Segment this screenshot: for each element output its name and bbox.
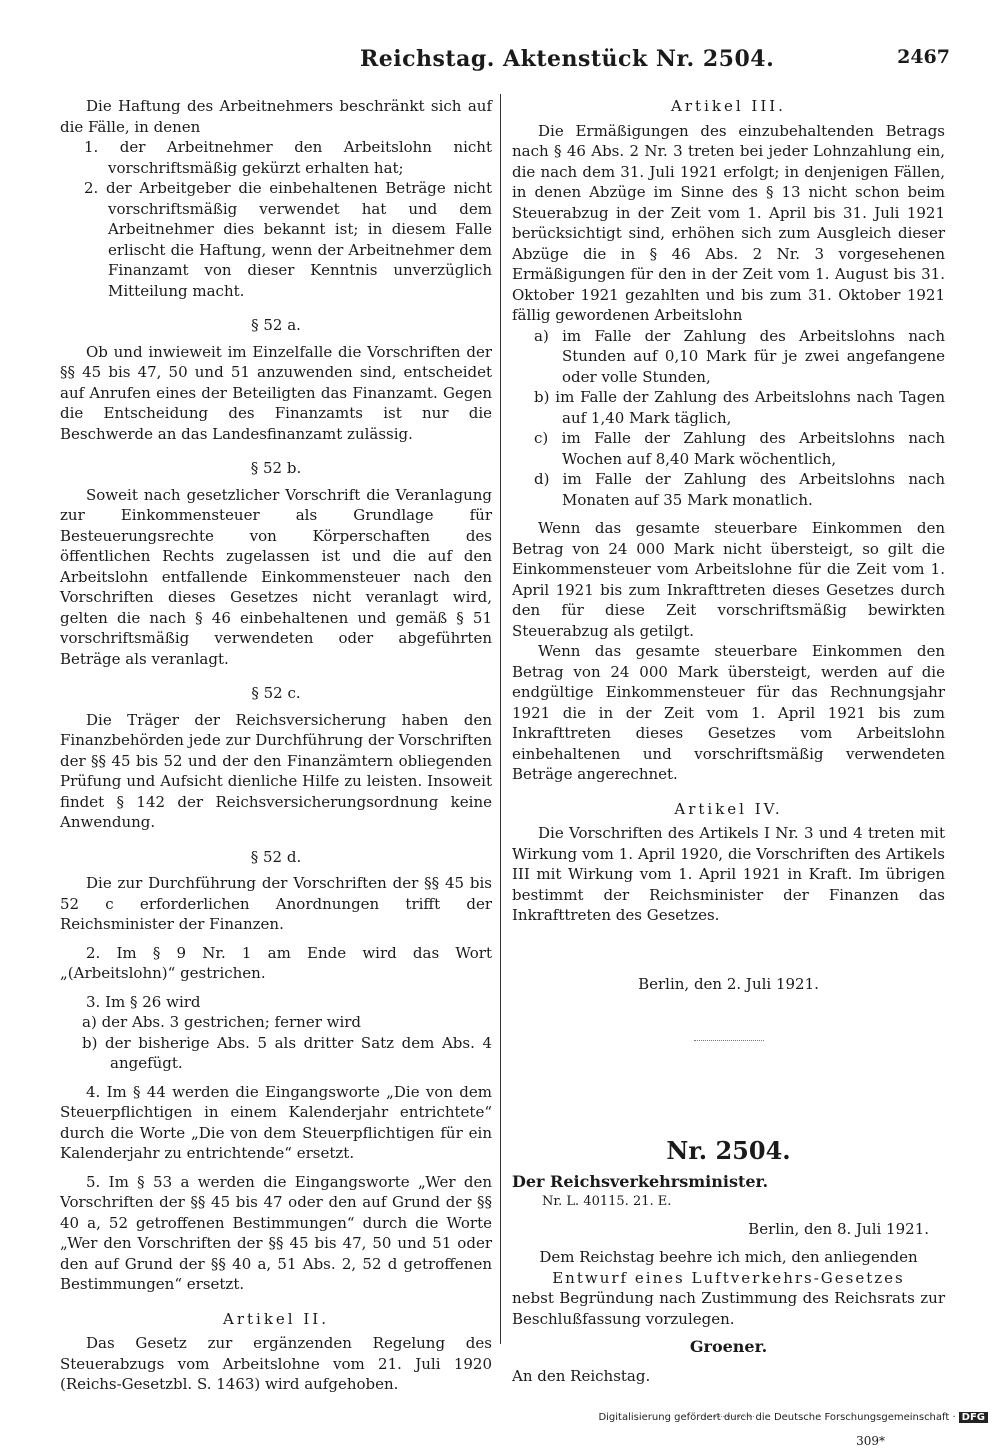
article-3-paragraph-3: Wenn das gesamte steuerbare Einkommen den Betrag von 24 000 Mark übersteigt, werden auf die endgültige Einkommensteuer für das Rechnungsjahr 1921 die in der Zeit vom 1. April 1921 bis zum Inkrafttreten dieses Gesetzes vom Arbeitslohn einbehaltenen und vorschriftsmäßig verwendeten Beträge angerechnet.: [512, 642, 945, 783]
liability-intro: Die Haftung des Arbeitnehmers beschränkt sich auf die Fälle, in denen: [60, 97, 492, 136]
footer-text: Digitalisierung gefördert durch die Deutsche Forschungsgemeinschaft ·: [598, 1412, 956, 1423]
amendment-item-4: 4. Im § 44 werden die Eingangsworte „Die von dem Steuerpflichtigen in einem Kalenderjahr entrichtete“ durch die Worte „Die von dem Steuerpflichtigen für ein Kalenderjahr zu entrichtende“ ersetzt.: [60, 1082, 492, 1162]
digitization-footer: [598, 1412, 988, 1423]
amendment-item-3-list: [60, 1012, 492, 1074]
amendment-item-5: 5. Im § 53 a werden die Eingangsworte „Wer den Vorschriften der §§ 45 bis 47 oder den auf Grund der §§ 40 a, 52 getroffenen Bestimmungen“ durch die Worte „Wer den Vorschriften der §§ 45 bis 47, 50 und 51 oder den auf Grund der §§ 40 a, 51 Abs. 2, 52 d getroffenen Bestimmungen“ ersetzt.: [60, 1172, 492, 1293]
section-heading-52a: § 52 a.: [251, 316, 301, 334]
list-item: a) im Falle der Zahlung des Arbeitslohns nach Stunden auf 0,10 Mark für je zwei angefangene oder volle Stunden,: [534, 326, 945, 386]
section-heading-52c: § 52 c.: [251, 684, 301, 702]
page-number: 2467: [897, 46, 950, 68]
addressee: An den Reichstag.: [512, 1366, 651, 1385]
page-header: [60, 46, 950, 76]
article-3-heading: Artikel III.: [671, 97, 786, 115]
left-column: [60, 96, 492, 1395]
list-item: b) im Falle der Zahlung des Arbeitslohns nach Tagen auf 1,40 Mark täglich,: [534, 388, 945, 427]
liability-cases: [60, 137, 492, 301]
article-4-heading: Artikel IV.: [674, 799, 783, 818]
section-text-52d: Die zur Durchführung der Vorschriften der §§ 45 bis 52 c erforderlichen Anordnungen trifft der Reichsminister der Finanzen.: [60, 874, 492, 933]
draft-title: Entwurf eines Luftverkehrs-Gesetzes: [552, 1268, 905, 1287]
list-item: 2. der Arbeitgeber die einbehaltenen Beträge nicht vorschriftsmäßig verwendet hat und dem Arbeitnehmer dies bekannt ist; in diesem Falle erlischt die Haftung, wenn der Arbeitnehmer dem Finanzamt von dieser Kenntnis unverzüglich Mitteilung macht.: [84, 179, 492, 300]
letter-line-2: nebst Begründung nach Zustimmung des Reichsrats zur Beschlußfassung vorzulegen.: [512, 1289, 945, 1328]
running-title: Reichstag. Aktenstück Nr. 2504.: [360, 46, 775, 72]
article-3-paragraph-2: Wenn das gesamte steuerbare Einkommen den Betrag von 24 000 Mark nicht übersteigt, so gilt die Einkommensteuer vom Arbeitslohne für die Zeit vom 1. April 1921 bis zum Inkrafttreten dieses Gesetzes durch den für diese Zeit vorschriftsmäßig bewirkten Steuerabzug als getilgt.: [512, 519, 945, 640]
letter-line-1: Dem Reichstag beehre ich mich, den anliegenden: [539, 1248, 918, 1266]
article-2-heading: Artikel II.: [223, 1309, 329, 1328]
signature: Groener.: [689, 1337, 768, 1356]
list-item: 1. der Arbeitnehmer den Arbeitslohn nicht vorschriftsmäßig gekürzt erhalten hat;: [84, 138, 492, 177]
list-item: d) im Falle der Zahlung des Arbeitslohns nach Monaten auf 35 Mark monatlich.: [534, 470, 945, 509]
letter-date: Berlin, den 8. Juli 1921.: [748, 1219, 929, 1238]
place-date: Berlin, den 2. Juli 1921.: [638, 974, 819, 993]
list-item: b) der bisherige Abs. 5 als dritter Satz dem Abs. 4 angefügt.: [82, 1033, 492, 1072]
section-text-52b: Soweit nach gesetzlicher Vorschrift die Veranlagung zur Einkommensteuer als Grundlage für Besteuerungsrechte von Körperschaften des öffentlichen Rechts zugelassen ist und die auf den Arbeitslohn entfallende Einkommensteuer nach den Vorschriften dieses Gesetzes nicht veranlagt wird, gelten die nach § 46 einbehaltenen und gemäß § 51 vorschriftsmäßig verwendeten oder abgeführten Beträge als veranlagt.: [60, 485, 492, 668]
section-text-52a: Ob und inwieweit im Einzelfalle die Vorschriften der §§ 45 bis 47, 50 und 51 anzuwenden sind, entscheidet auf Anrufen eines der Beteiligten das Finanzamt. Gegen die Entscheidung des Finanzamts ist nur die Beschwerde an das Landesfinanzamt zulässig.: [60, 342, 492, 443]
section-heading-52d: § 52 d.: [250, 847, 302, 866]
list-item: a) der Abs. 3 gestrichen; ferner wird: [82, 1013, 362, 1031]
section-text-52c: Die Träger der Reichsversicherung haben den Finanzbehörden jede zur Durchführung der Vorschriften der §§ 45 bis 52 und der den Finanzämtern obliegenden Prüfung und Aufsicht dienliche Hilfe zu leisten. Insoweit findet § 142 der Reichsversicherungsordnung keine Anwendung.: [60, 710, 492, 831]
sheet-number: 309*: [856, 1434, 885, 1448]
document-number: Nr. 2504.: [666, 1136, 791, 1165]
amendment-item-3: 3. Im § 26 wird: [86, 992, 201, 1011]
reference-number: Nr. L. 40115. 21. E.: [542, 1194, 672, 1209]
column-divider: [500, 94, 501, 1344]
article-3-list: [512, 326, 945, 511]
separator-rule: [694, 1040, 764, 1041]
dfg-logo: DFG: [959, 1412, 988, 1423]
article-2-text: Das Gesetz zur ergänzenden Regelung des Steuerabzugs vom Arbeitslohne vom 21. Juli 1920 (Reichs-Gesetzbl. S. 1463) wird aufgehoben.: [60, 1334, 492, 1393]
section-heading-52b: § 52 b.: [250, 459, 302, 477]
right-column: [512, 96, 945, 1452]
sender: Der Reichsverkehrsminister.: [512, 1171, 769, 1191]
list-item: c) im Falle der Zahlung des Arbeitslohns nach Wochen auf 8,40 Mark wöchentlich,: [534, 429, 945, 468]
article-4-text: Die Vorschriften des Artikels I Nr. 3 und 4 treten mit Wirkung vom 1. April 1920, die Vorschriften des Artikels III mit Wirkung vom 1. April 1921 in Kraft. Im übrigen bestimmt der Reichsminister der Finanzen das Inkrafttreten des Gesetzes.: [512, 824, 945, 924]
article-3-text: Die Ermäßigungen des einzubehaltenden Betrags nach § 46 Abs. 2 Nr. 3 treten bei jeder Lohnzahlung ein, die nach dem 31. Juli 1921 erfolgt; in denjenigen Fällen, in denen Abzüge im Sinne des § 13 nicht schon beim Steuerabzug in der Zeit vom 1. April bis 31. Juli 1921 berücksichtigt sind, erhöhen sich zum Ausgleich dieser Abzüge die in § 46 Abs. 2 Nr. 3 vorgesehenen Ermäßigungen für den in der Zeit vom 1. August bis 31. Oktober 1921 gezahlten und bis zum 31. Oktober 1921 fällig gewordenen Arbeitslohn: [512, 121, 945, 324]
amendment-item-2: 2. Im § 9 Nr. 1 am Ende wird das Wort „(Arbeitslohn)“ gestrichen.: [60, 943, 492, 982]
